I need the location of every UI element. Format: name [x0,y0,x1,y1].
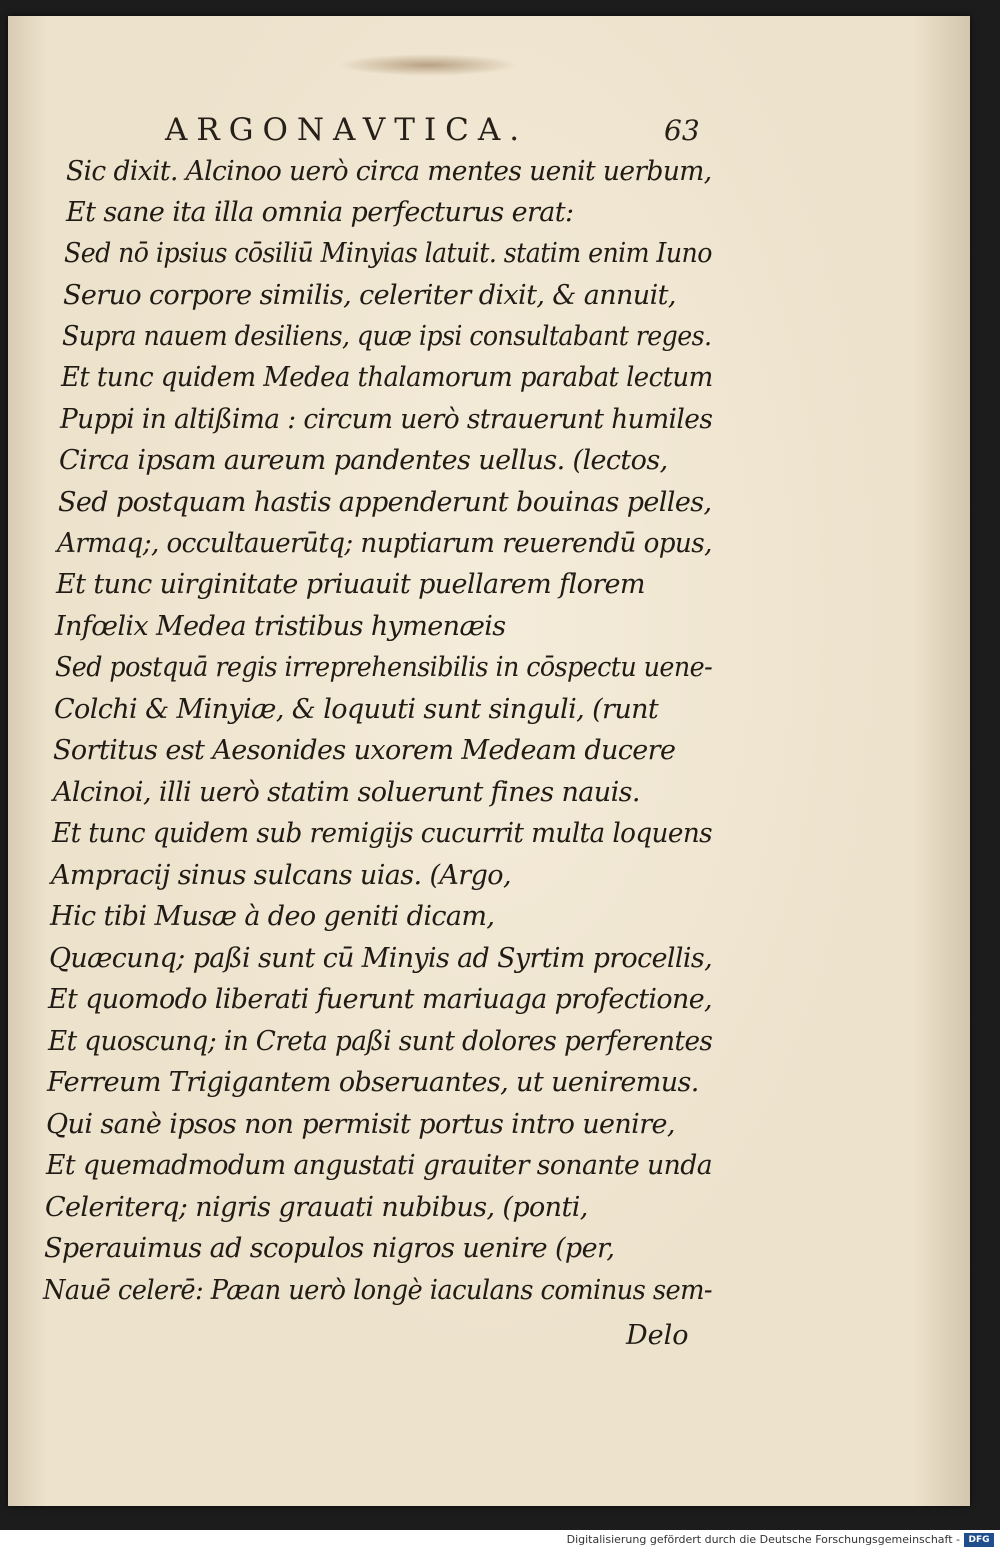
verse-line: Et quemadmodum angustati grauiter sonante unda [46,1150,713,1181]
verse-line: Sed postquam hastis appenderunt bouinas pelles, [58,487,712,518]
verse-line: Supra nauem desiliens, quæ ipsi consultabant reges. [62,321,712,352]
verse-line: Et quomodo liberati fuerunt mariuaga profectione, [48,984,712,1015]
verse-line: Infœlix Medea tristibus hymenæis [55,611,506,642]
verse-line: Nauē celerē: Pæan uerò longè iaculans cominus sem- [43,1275,713,1306]
verse-line: Et sane ita illa omnia perfecturus erat: [66,197,574,228]
verse-line: Puppi in altißima : circum uerò strauerunt humiles [60,404,713,435]
running-head: ARGONAVTICA. [165,112,529,148]
catchword: Delo [626,1320,689,1351]
ink-stain [338,54,518,76]
verse-line: Seruo corpore similis, celeriter dixit, & annuit, [63,280,676,311]
verse-line: Ferreum Trigigantem obseruantes, ut ueniremus. [47,1067,699,1098]
verse-line: Et tunc quidem sub remigijs cucurrit multa loquens [52,818,713,849]
verse-line: Hic tibi Musæ à deo geniti dicam, [50,901,495,932]
verse-line: Sortitus est Aesonides uxorem Medeam ducere [53,735,676,766]
verse-line: Alcinoi, illi uerò statim soluerunt fines nauis. [53,777,640,808]
verse-line: Et quoscunq; in Creta paßi sunt dolores perferentes [48,1026,713,1057]
verse-line: Circa ipsam aureum pandentes uellus. (lectos, [59,445,668,476]
verse-line: Armaq;, occultauerūtq; nuptiarum reuerendū opus, [57,528,712,559]
verse-line: Sperauimus ad scopulos nigros uenire (per, [44,1233,615,1264]
verse-line: Et tunc uirginitate priuauit puellarem florem [56,569,645,600]
dfg-logo-icon: DFG [964,1533,994,1547]
funding-notice: Digitalisierung gefördert durch die Deutsche Forschungsgemeinschaft - [566,1533,960,1546]
verse-line: Celeriterq; nigris grauati nubibus, (ponti, [45,1192,588,1223]
verse-line: Sic dixit. Alcinoo uerò circa mentes uenit uerbum, [66,156,712,187]
verse-line: Et tunc quidem Medea thalamorum parabat lectum [61,362,713,393]
footer-bar [0,1530,1000,1551]
verse-line: Sed nō ipsius cōsiliū Minyias latuit. statim enim Iuno [64,238,712,269]
verse-line: Sed postquā regis irreprehensibilis in cōspectu uene- [55,652,713,683]
folio-number: 63 [664,114,700,147]
verse-line: Colchi & Minyiæ, & loquuti sunt singuli, (runt [54,694,659,725]
verse-line: Qui sanè ipsos non permisit portus intro uenire, [46,1109,675,1140]
verse-line: Ampracij sinus sulcans uias. (Argo, [51,860,511,891]
verse-line: Quæcunq; paßi sunt cū Minyis ad Syrtim procellis, [49,943,713,974]
